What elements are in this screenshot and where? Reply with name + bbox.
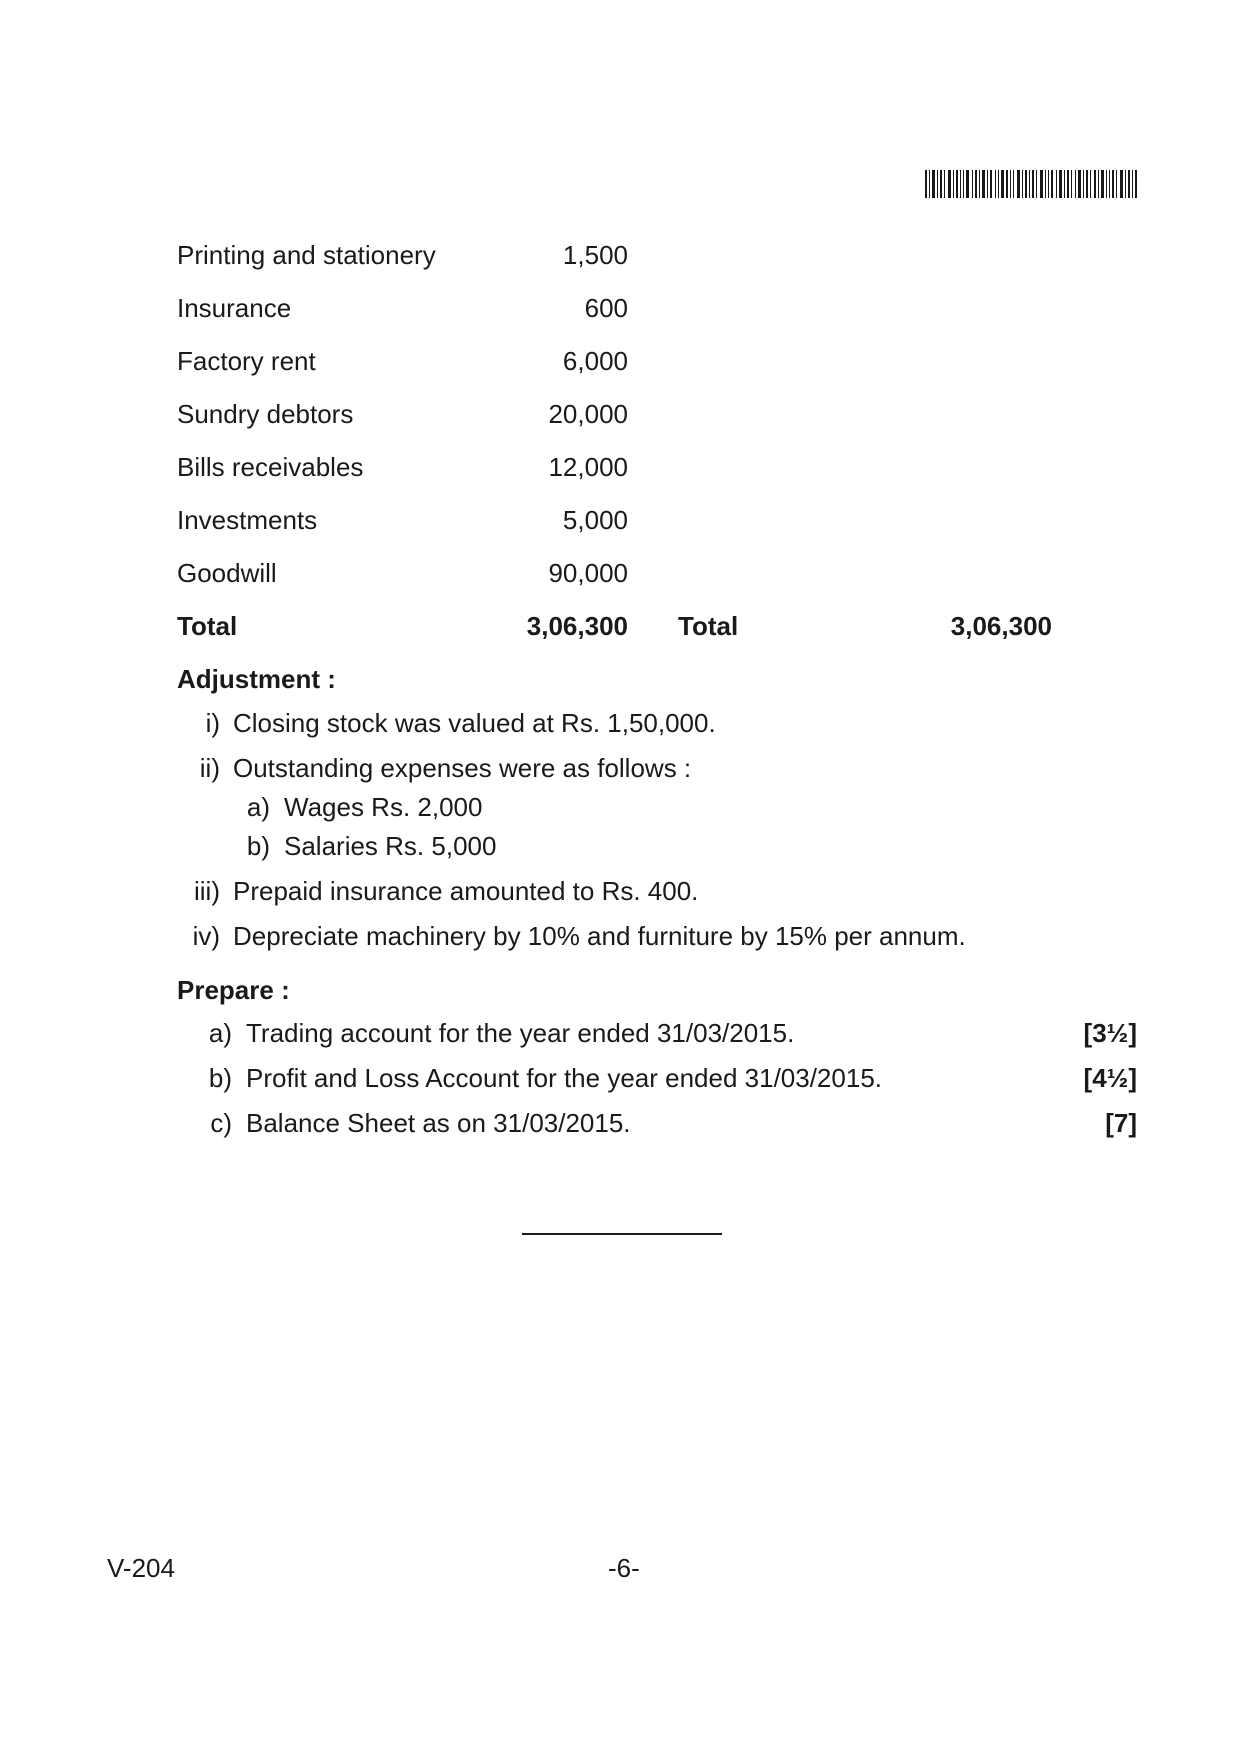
prepare-item-marks: [7] [1105, 1108, 1137, 1138]
account-label: Goodwill [177, 558, 277, 588]
adjustment-item-number: ii) [199, 753, 220, 783]
prepare-heading: Prepare : [177, 975, 290, 1005]
prepare-item-text: Balance Sheet as on 31/03/2015. [246, 1108, 631, 1138]
account-amount: 1,500 [562, 240, 628, 270]
barcode-icon [925, 170, 1137, 198]
total-left-amount: 3,06,300 [526, 611, 628, 641]
prepare-item-marks: [4½] [1083, 1063, 1137, 1093]
paper-code: V-204 [107, 1553, 175, 1583]
account-amount: 20,000 [548, 399, 628, 429]
account-label: Printing and stationery [177, 240, 436, 270]
adjustment-subitem-text: Wages Rs. 2,000 [284, 792, 483, 822]
account-amount: 90,000 [548, 558, 628, 588]
account-label: Investments [177, 505, 318, 535]
adjustment-subitem-number: a) [246, 792, 270, 822]
adjustment-item-text: Closing stock was valued at Rs. 1,50,000. [233, 708, 716, 738]
account-amount: 5,000 [562, 505, 628, 535]
adjustment-heading: Adjustment : [177, 664, 336, 694]
adjustment-item-text: Prepaid insurance amounted to Rs. 400. [233, 876, 699, 906]
account-label: Bills receivables [177, 452, 364, 482]
prepare-item-text: Profit and Loss Account for the year ended 31/03/2015. [246, 1063, 882, 1093]
prepare-item-marks: [3½] [1083, 1018, 1137, 1048]
prepare-item-text: Trading account for the year ended 31/03/2015. [246, 1018, 795, 1048]
adjustment-item-number: iii) [194, 876, 220, 906]
account-label: Factory rent [177, 346, 316, 376]
total-left-label: Total [177, 611, 238, 641]
page-number: -6- [608, 1553, 640, 1583]
adjustment-subitem-text: Salaries Rs. 5,000 [284, 831, 497, 861]
total-right-amount: 3,06,300 [950, 611, 1052, 641]
prepare-item-number: a) [208, 1018, 232, 1048]
adjustment-subitem-number: b) [246, 831, 270, 861]
adjustment-item-text: Outstanding expenses were as follows : [233, 753, 692, 783]
total-right-label: Total [678, 611, 739, 641]
end-divider [522, 1233, 722, 1235]
adjustment-item-text: Depreciate machinery by 10% and furniture by 15% per annum. [233, 921, 966, 951]
account-label: Insurance [177, 293, 292, 323]
adjustment-item-number: iv) [192, 921, 220, 951]
prepare-item-number: c) [210, 1108, 232, 1138]
prepare-item-number: b) [208, 1063, 232, 1093]
account-amount: 6,000 [562, 346, 628, 376]
account-amount: 12,000 [548, 452, 628, 482]
adjustment-item-number: i) [205, 708, 220, 738]
account-label: Sundry debtors [177, 399, 354, 429]
account-amount: 600 [584, 293, 628, 323]
